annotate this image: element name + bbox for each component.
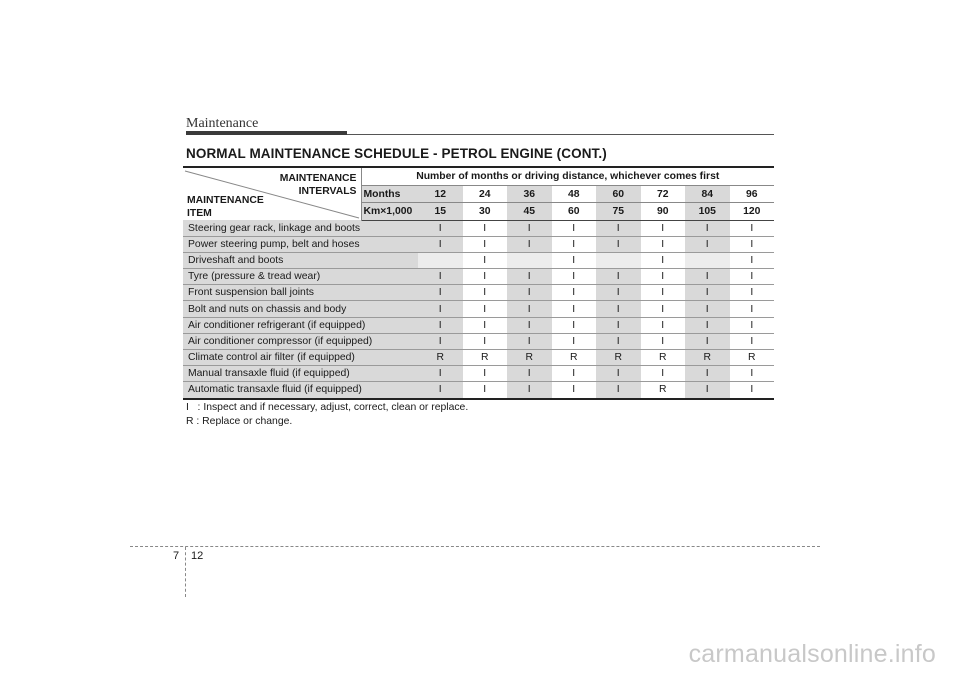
table-row (183, 382, 774, 399)
watermark-text: carmanualsonline.info (688, 640, 936, 668)
schedule-cell: I (418, 220, 463, 236)
schedule-cell: R (552, 350, 597, 366)
months-label: Months (361, 186, 418, 203)
maintenance-item-label: Front suspension ball joints (183, 285, 418, 301)
schedule-cell: I (730, 382, 775, 399)
schedule-cell: I (596, 220, 641, 236)
table-row (183, 333, 774, 349)
schedule-cell: I (418, 382, 463, 399)
schedule-cell: I (641, 269, 686, 285)
schedule-cell: I (730, 236, 775, 252)
table-row (183, 301, 774, 317)
schedule-cell: R (418, 350, 463, 366)
schedule-cell: I (507, 366, 552, 382)
schedule-cell (507, 252, 552, 268)
schedule-heading: NORMAL MAINTENANCE SCHEDULE - PETROL ENGINE (CONT.) (186, 146, 607, 161)
schedule-cell: I (418, 301, 463, 317)
schedule-cell: I (463, 317, 508, 333)
schedule-cell: I (596, 317, 641, 333)
schedule-cell (685, 252, 730, 268)
km-header-cell: 105 (685, 203, 730, 220)
chapter-number: 7 (173, 550, 180, 562)
maintenance-item-label: Automatic transaxle fluid (if equipped) (183, 382, 418, 399)
km-header-cell: 45 (507, 203, 552, 220)
header-rule-thin (347, 134, 774, 135)
km-header-cell: 30 (463, 203, 508, 220)
schedule-cell: I (507, 382, 552, 399)
maintenance-item-label: Power steering pump, belt and hoses (183, 236, 418, 252)
table-row (183, 220, 774, 236)
months-header-cell: 36 (507, 186, 552, 203)
schedule-cell: I (418, 333, 463, 349)
schedule-cell: I (730, 366, 775, 382)
months-header-cell: 84 (685, 186, 730, 203)
legend-replace: R : Replace or change. (186, 415, 293, 427)
table-caption: Number of months or driving distance, whichever comes first (361, 167, 774, 186)
table-row (183, 285, 774, 301)
table-row (183, 236, 774, 252)
schedule-cell: I (552, 333, 597, 349)
schedule-cell: I (418, 269, 463, 285)
schedule-cell: I (463, 382, 508, 399)
schedule-cell: I (730, 301, 775, 317)
schedule-cell: I (641, 301, 686, 317)
schedule-cell: I (596, 301, 641, 317)
schedule-cell: I (463, 301, 508, 317)
schedule-cell: R (596, 350, 641, 366)
months-header-cell: 60 (596, 186, 641, 203)
schedule-cell: I (641, 220, 686, 236)
schedule-cell: I (730, 252, 775, 268)
schedule-cell: I (685, 220, 730, 236)
schedule-cell: I (463, 220, 508, 236)
months-header-cell: 48 (552, 186, 597, 203)
schedule-cell: I (418, 366, 463, 382)
schedule-cell: R (641, 350, 686, 366)
schedule-cell: R (507, 350, 552, 366)
footer-vertical-divider (185, 547, 186, 597)
corner-intervals-label: MAINTENANCE INTERVALS (279, 173, 357, 197)
maintenance-item-label: Steering gear rack, linkage and boots (183, 220, 418, 236)
schedule-cell: I (507, 301, 552, 317)
schedule-cell: I (418, 317, 463, 333)
footer-divider (130, 546, 820, 547)
schedule-cell: I (730, 333, 775, 349)
section-title: Maintenance (186, 116, 259, 131)
schedule-cell: I (596, 285, 641, 301)
km-header-cell: 120 (730, 203, 775, 220)
schedule-cell: I (463, 236, 508, 252)
schedule-cell: I (685, 236, 730, 252)
schedule-cell: I (507, 236, 552, 252)
schedule-cell: I (641, 236, 686, 252)
schedule-cell: R (463, 350, 508, 366)
table-row (183, 252, 774, 268)
table-corner-header (183, 167, 361, 220)
schedule-cell: I (507, 269, 552, 285)
schedule-cell: I (596, 366, 641, 382)
schedule-cell: I (507, 333, 552, 349)
schedule-cell: I (730, 269, 775, 285)
schedule-cell: I (507, 285, 552, 301)
schedule-cell: I (507, 317, 552, 333)
legend-inspect: I : Inspect and if necessary, adjust, correct, clean or replace. (186, 402, 469, 413)
schedule-cell: I (685, 269, 730, 285)
schedule-cell: I (463, 333, 508, 349)
schedule-cell: I (641, 252, 686, 268)
schedule-cell: I (552, 301, 597, 317)
schedule-cell: I (552, 269, 597, 285)
schedule-cell: R (685, 350, 730, 366)
schedule-cell: I (641, 285, 686, 301)
schedule-cell: I (730, 317, 775, 333)
maintenance-item-label: Air conditioner compressor (if equipped) (183, 333, 418, 349)
schedule-cell: I (418, 285, 463, 301)
schedule-cell: I (552, 285, 597, 301)
maintenance-item-label: Bolt and nuts on chassis and body (183, 301, 418, 317)
table-row (183, 366, 774, 382)
schedule-cell: R (641, 382, 686, 399)
schedule-cell: I (552, 366, 597, 382)
months-header-cell: 72 (641, 186, 686, 203)
maintenance-schedule-table (183, 166, 774, 400)
schedule-cell: I (685, 317, 730, 333)
schedule-cell: I (730, 285, 775, 301)
table-row (183, 269, 774, 285)
page-number: 12 (191, 550, 204, 562)
km-header-cell: 90 (641, 203, 686, 220)
schedule-cell: I (685, 301, 730, 317)
table-row (183, 350, 774, 366)
months-header-cell: 24 (463, 186, 508, 203)
schedule-cell: I (685, 285, 730, 301)
schedule-cell: I (596, 269, 641, 285)
schedule-cell: I (418, 236, 463, 252)
schedule-cell: I (552, 236, 597, 252)
schedule-cell: I (685, 333, 730, 349)
schedule-cell: I (463, 269, 508, 285)
km-header-cell: 75 (596, 203, 641, 220)
maintenance-item-label: Manual transaxle fluid (if equipped) (183, 366, 418, 382)
schedule-cell: I (463, 285, 508, 301)
schedule-cell: I (685, 366, 730, 382)
km-header-cell: 15 (418, 203, 463, 220)
schedule-cell: I (596, 333, 641, 349)
table-row (183, 317, 774, 333)
schedule-cell: I (596, 382, 641, 399)
schedule-cell: I (641, 317, 686, 333)
schedule-cell: I (552, 220, 597, 236)
schedule-cell (418, 252, 463, 268)
schedule-cell: I (463, 252, 508, 268)
schedule-cell: R (730, 350, 775, 366)
header-rule-thick (186, 131, 347, 135)
schedule-cell: I (685, 382, 730, 399)
schedule-cell (596, 252, 641, 268)
maintenance-item-label: Climate control air filter (if equipped) (183, 350, 418, 366)
corner-item-label: MAINTENANCE ITEM (187, 195, 264, 219)
maintenance-item-label: Tyre (pressure & tread wear) (183, 269, 418, 285)
months-header-cell: 12 (418, 186, 463, 203)
maintenance-item-label: Air conditioner refrigerant (if equipped) (183, 317, 418, 333)
schedule-cell: I (507, 220, 552, 236)
schedule-cell: I (596, 236, 641, 252)
maintenance-item-label: Driveshaft and boots (183, 252, 418, 268)
schedule-cell: I (552, 317, 597, 333)
months-header-cell: 96 (730, 186, 775, 203)
schedule-cell: I (641, 366, 686, 382)
km-label: Km×1,000 (361, 203, 418, 220)
km-header-cell: 60 (552, 203, 597, 220)
schedule-cell: I (463, 366, 508, 382)
legend (186, 401, 468, 428)
schedule-cell: I (730, 220, 775, 236)
schedule-cell: I (641, 333, 686, 349)
schedule-cell: I (552, 382, 597, 399)
schedule-cell: I (552, 252, 597, 268)
